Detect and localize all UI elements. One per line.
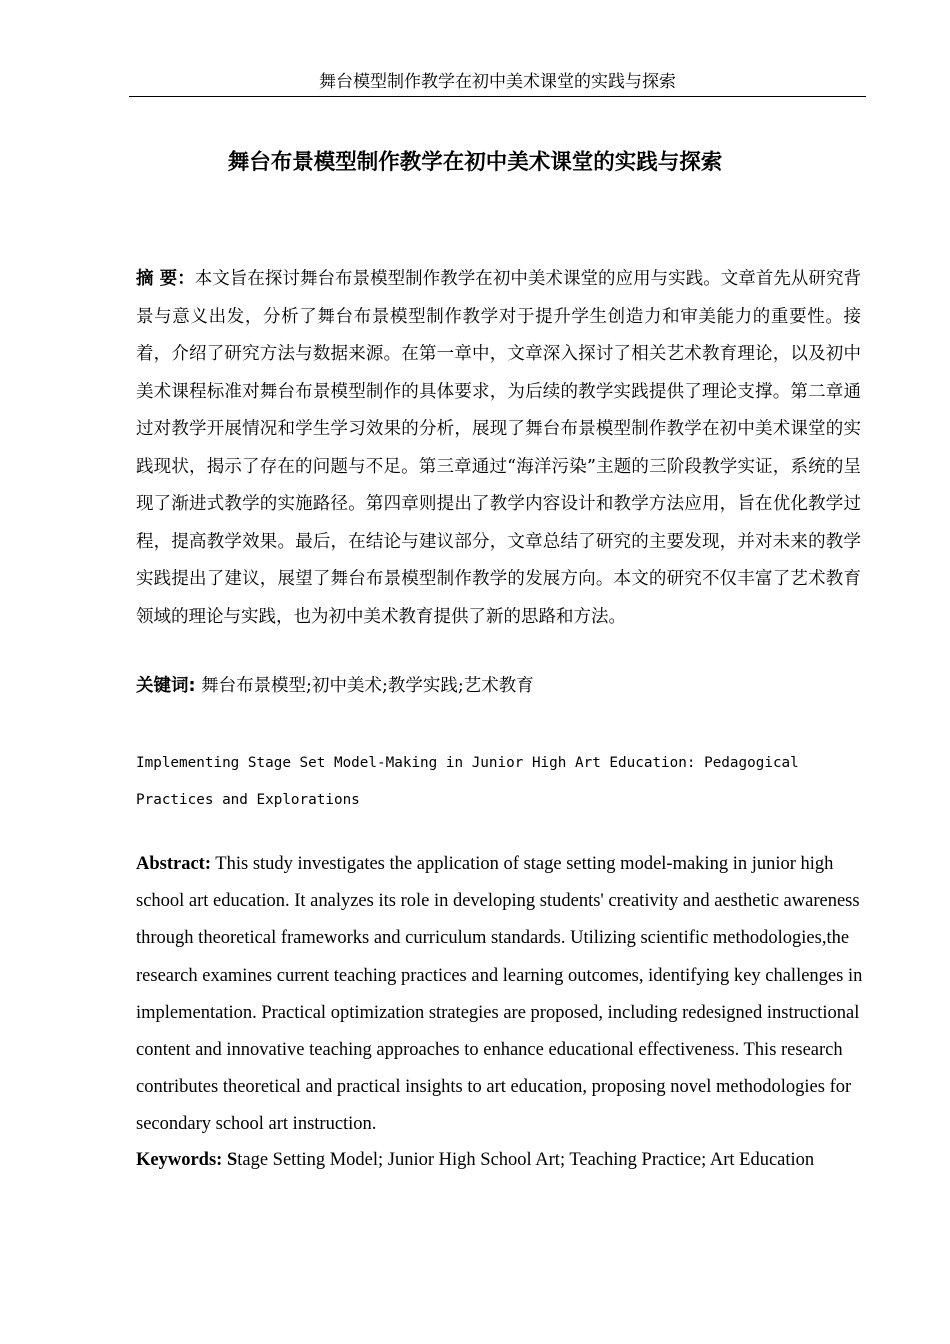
english-abstract-text: This study investigates the application of stage setting model-making in junior high school art education. It analyzes its role in developing students' creativity and aesthetic awareness through theoretical frameworks and curriculum standards. Utilizing scientific methodologies,the research examines current teaching practices and learning outcomes, identifying key challenges in implementation. Practical optimization strategies are proposed, including redesigned instructional content and innovative teaching approaches to enhance educational effectiveness. This research contributes theoretical and practical insights to art education, proposing novel methodologies for secondary school art instruction.	[136, 854, 863, 1135]
chinese-abstract	[136, 261, 861, 636]
english-keywords	[136, 1146, 866, 1174]
chinese-keywords	[136, 672, 861, 700]
english-abstract-label: Abstract:	[136, 854, 212, 874]
english-title: Implementing Stage Set Model-Making in Junior High Art Education: Pedagogical Practices and Explorations	[136, 755, 799, 808]
paper-title: 舞台布景模型制作教学在初中美术课堂的实践与探索	[227, 150, 723, 175]
chinese-abstract-text: 本文旨在探讨舞台布景模型制作教学在初中美术课堂的应用与实践。文章首先从研究背景与意义出发，分析了舞台布景模型制作教学对于提升学生创造力和审美能力的重要性。接着，介绍了研究方法与数据来源。在第一章中，文章深入探讨了相关艺术教育理论，以及初中美术课程标准对舞台布景模型制作的具体要求，为后续的教学实践提供了理论支撑。第二章通过对教学开展情况和学生学习效果的分析，展现了舞台布景模型制作教学在初中美术课堂的实践现状，揭示了存在的问题与不足。第三章通过“海洋污染”主题的三阶段教学实证，系统的呈现了渐进式教学的实施路径。第四章则提出了教学内容设计和教学方法应用，旨在优化教学过程，提高教学效果。最后，在结论与建议部分，文章总结了研究的主要发现，并对未来的教学实践提出了建议，展望了舞台布景模型制作教学的发展方向。本文的研究不仅丰富了艺术教育领域的理论与实践，也为初中美术教育提供了新的思路和方法。	[136, 269, 862, 627]
chinese-keywords-text: 舞台布景模型;初中美术;教学实践;艺术教育	[195, 676, 534, 696]
english-abstract	[136, 846, 866, 1144]
english-keywords-label: Keywords: S	[136, 1150, 238, 1170]
running-header: 舞台模型制作教学在初中美术课堂的实践与探索	[129, 70, 866, 97]
english-keywords-text: tage Setting Model; Junior High School Art; Teaching Practice; Art Education	[237, 1150, 815, 1170]
chinese-keywords-label: 关键词:	[136, 676, 196, 696]
chinese-abstract-label: 摘 要：	[136, 269, 195, 289]
